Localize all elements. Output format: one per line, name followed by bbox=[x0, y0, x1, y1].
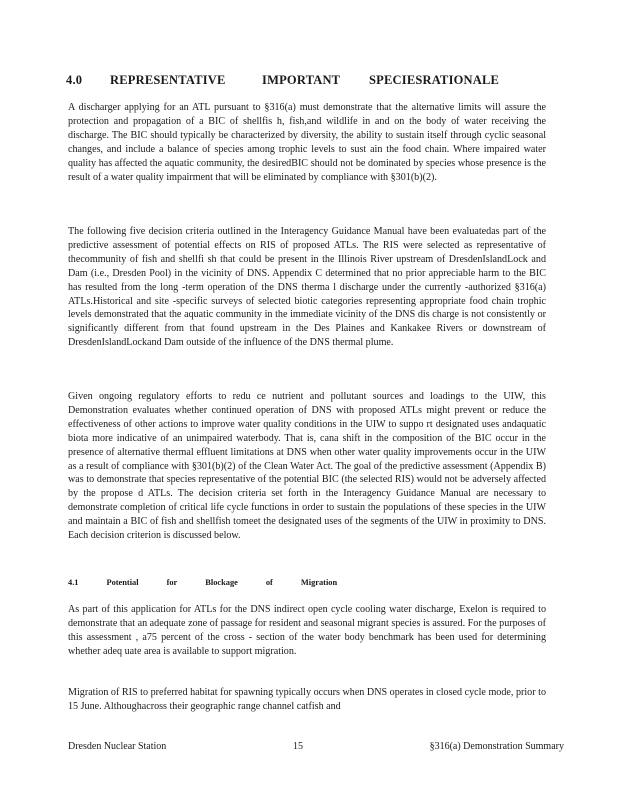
body-paragraph: The following five decision criteria outlined in the Interagency Guidance Manual have been evaluatedas part of the predictive assessment of potential effects on RIS of proposed ATLs. The RIS were selected as representative of thecommunity of fish and shellfi sh that could be present in the Illinois River upstream of DresdenIslandLock and Dam (i.e., Dresden Pool) in the vicinity of DNS. Appendix C determined that no prior appreciable harm to the BIC has resulted from the long -term operation of the DNS therma l discharge under the currently -authorized §316(a) ATLs.Historical and site -specific surveys of selected biotic categories representing appropriate food chain trophic levels demonstrated that the aquatic community in the immediate vicinity of the DNS dis charge is not consistently or significantly different from that found upstream in the Des Plaines and Kankakee Rivers or downstream of DresdenIslandLockand Dam outside of the influence of the DNS thermal plume. bbox=[68, 226, 546, 349]
section-title-word: IMPORTANT bbox=[262, 73, 341, 87]
footer-document-title: §316(a) Demonstration Summary bbox=[429, 741, 564, 752]
body-paragraph: Given ongoing regulatory efforts to redu ce nutrient and pollutant sources and loadings to the UIW, this Demonstration evaluates whether continued operation of DNS with proposed ATLs might prevent or reduce the effectiveness of other actions to improve water quality conditions in the UIW to suppo rt designated uses andaquatic biota more indicative of an unimpaired waterbody. That is, cana shift in the composition of the BIC occur in the presence of alternative thermal effluent limitations at DNS when other water quality improvements occur in the UIW as a result of compliance with §301(b)(2) of the Clean Water Act. The goal of the predictive assessment (Appendix B) was to demonstrate that species representative of the potential BIC (the selected RIS) would not be adversely affected by the propose d ATLs. The decision criteria set forth in the Interagency Guidance Manual are necessary to demonstrate completion of critical life cycle functions in order to sustain the populations of these species in the UIW and maintain a BIC of fish and shellfish tomeet the designated uses of the segments of the UIW in proximity to DNS. Each decision criterion is discussed below. bbox=[68, 391, 546, 542]
subsection-title-word: of bbox=[265, 578, 273, 587]
subsection-title-word: Migration bbox=[300, 578, 338, 587]
section-title-word: SPECIESRATIONALE bbox=[369, 73, 500, 87]
section-number: 4.0 bbox=[66, 73, 83, 87]
subsection-title-word: for bbox=[166, 578, 178, 587]
subsection-title-word: Blockage bbox=[205, 578, 238, 587]
section-title-word: REPRESENTATIVE bbox=[110, 73, 226, 87]
body-paragraph: A discharger applying for an ATL pursuant to §316(a) must demonstrate that the alternative limits will assure the protection and propagation of a BIC of shellfis h, fish,and wildlife in and on the body of water receiving the discharge. The BIC should typically be characterized by diversity, the ability to sustain itself through cyclic seasonal changes, and include a balance of species among trophic levels to sust ain the food chain. Where impaired water quality has affected the aquatic community, the desiredBIC should not be dominated by species whose presence is the result of a water quality impairment that will be eliminated by compliance with §301(b)(2). bbox=[68, 102, 546, 183]
page-footer bbox=[68, 741, 564, 752]
body-paragraph: As part of this application for ATLs for the DNS indirect open cycle cooling water discharge, Exelon is required to demonstrate that an adequate zone of passage for resident and seasonal migrant species is assured. For the purposes of this assessment , a75 percent of the cross - section of the water body benchmark has been used for determining whether adeq uate area is available to support migration. bbox=[68, 604, 546, 657]
page-number: 15 bbox=[292, 741, 303, 752]
section-heading bbox=[66, 73, 556, 88]
footer-station-name: Dresden Nuclear Station bbox=[68, 741, 167, 752]
body-paragraph: Migration of RIS to preferred habitat for spawning typically occurs when DNS operates in closed cycle mode, prior to 15 June. Althoughacross their geographic range channel catfish and bbox=[68, 687, 546, 712]
subsection-number: 4.1 bbox=[68, 578, 79, 587]
subsection-title-word: Potential bbox=[106, 578, 139, 587]
subsection-heading bbox=[68, 578, 368, 587]
